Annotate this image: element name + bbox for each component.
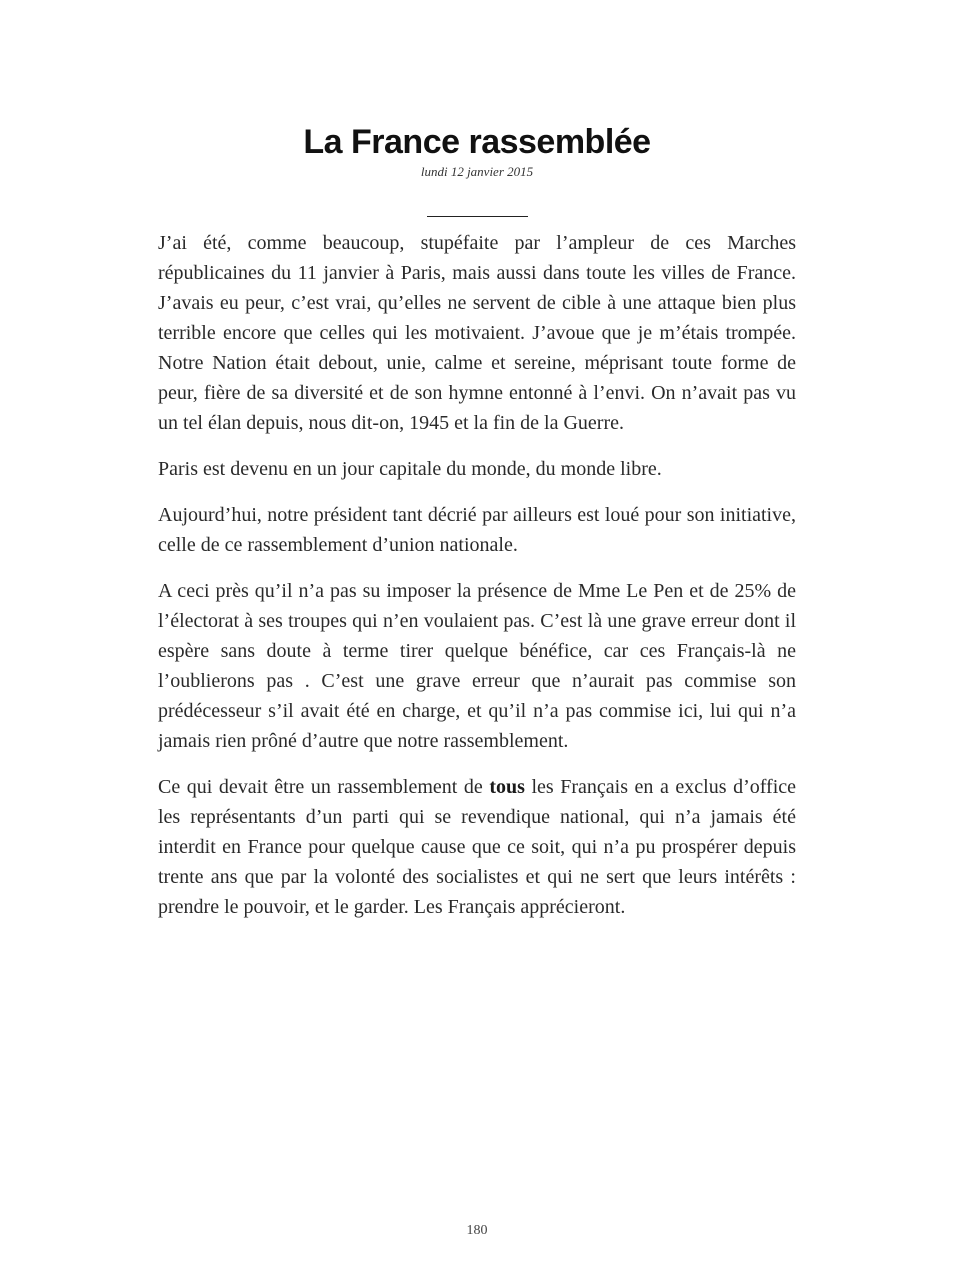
title-divider — [427, 216, 528, 217]
page-title: La France rassemblée — [303, 123, 651, 161]
page-number: 180 — [466, 1223, 488, 1238]
paragraph-2: Paris est devenu en un jour capitale du monde, du monde libre. — [158, 458, 662, 480]
paragraph-1: J’ai été, comme beaucoup, stupéfaite par l’ampleur de ces Marches républicaines du 11 janvier à Paris, mais aussi dans toute les villes de France. J’avais eu peur, c’est vrai, qu’elles ne servent de cible à une attaque bien plus terrible encore que celles qui les motivaient. J’avoue que je m’étais trompée. Notre Nation était debout, unie, calme et sereine, méprisant toute forme de peur, fière de sa diversité et de son hymne entonné à l’envi. On n’avait pas vu un tel élan depuis, nous dit-on, 1945 et la fin de la Guerre. — [158, 232, 796, 434]
paragraph-3: Aujourd’hui, notre président tant décrié par ailleurs est loué pour son initiative, celle de ce rassemblement d’union nationale. — [158, 504, 796, 556]
paragraph-5-start: Ce qui devait être un rassemblement de — [158, 776, 490, 798]
emphasis-word: tous — [489, 776, 525, 798]
paragraph-5-end: les Français en a exclus d’office les représentants d’un parti qui se revendique national, qui n’a jamais été interdit en France pour quelque cause que ce soit, qui n’a pu prospérer depuis trente ans que par la volonté des socialistes et qui ne sert que leurs intérêts : prendre le pouvoir, et le garder. Les Français apprécieront. — [158, 776, 797, 918]
paragraph-5 — [158, 772, 796, 922]
article-date: lundi 12 janvier 2015 — [420, 164, 534, 179]
article-body — [158, 228, 796, 938]
paragraph-4: A ceci près qu’il n’a pas su imposer la présence de Mme Le Pen et de 25% de l’électorat à ses troupes qui n’en voulaient pas. C’est là une grave erreur dont il espère sans doute à terme tirer quelque bénéfice, car ces Français-là ne l’oublierons pas . C’est une grave erreur que n’aurait pas commise son prédécesseur s’il avait été en charge, et qu’il n’a pas commise ici, lui qui n’a jamais rien prôné d’autre que notre rassemblement. — [158, 580, 796, 752]
